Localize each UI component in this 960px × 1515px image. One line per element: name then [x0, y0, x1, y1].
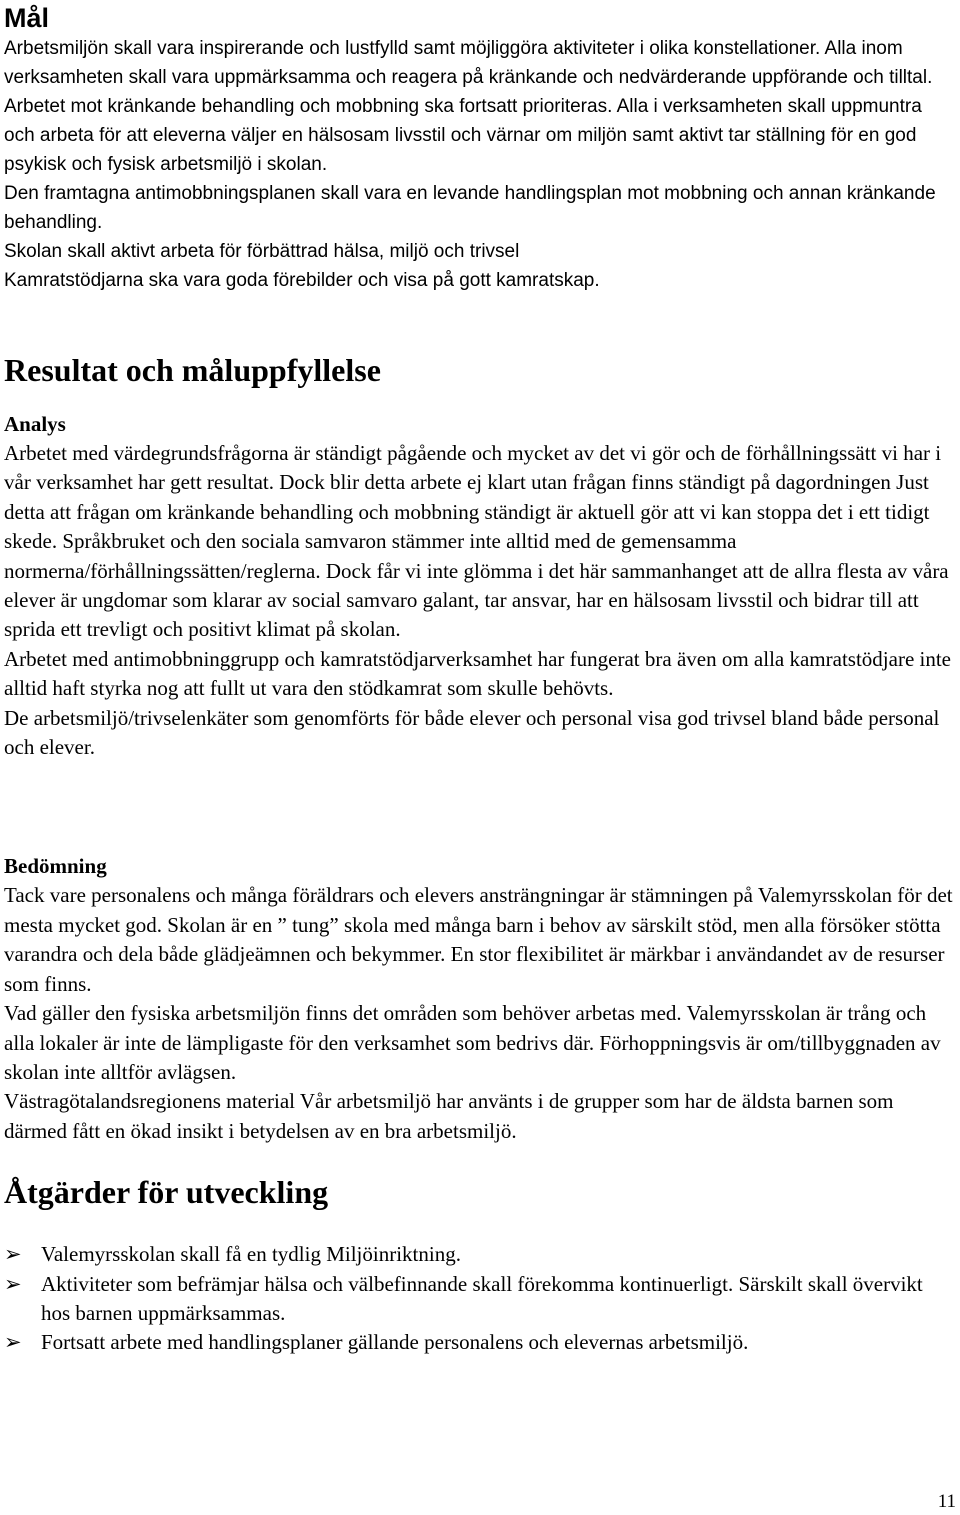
section-heading-mal: Mål: [4, 3, 50, 33]
list-item: [4, 1270, 956, 1329]
analys-paragraph: De arbetsmiljö/trivselenkäter som genomförts för både elever och personal visa god trivsel bland både personal och elever.: [4, 705, 940, 760]
section-heading-atgarder: Åtgärder för utveckling: [4, 1174, 329, 1211]
list-item: [4, 1240, 956, 1269]
arrow-bullet-icon: ➢: [4, 1242, 22, 1267]
list-item-text: Aktiviteter som befrämjar hälsa och välbefinnande skall förekomma kontinuerligt. Särskilt skall övervikt hos barnen uppmärksammas.: [41, 1271, 923, 1325]
subheading-analys: Analys: [4, 412, 66, 436]
mal-paragraph: Den framtagna antimobbningsplanen skall vara en levande handlingsplan mot mobbning och annan kränkande behandling.: [4, 183, 936, 233]
bedomning-paragraph: Västragötalandsregionens material Vår arbetsmiljö har använts i de grupper som har de äldsta barnen som därmed fått en ökad insikt i betydelsen av en bra arbetsmiljö.: [4, 1089, 894, 1143]
section-heading-resultat: Resultat och måluppfyllelse: [4, 352, 381, 388]
subheading-bedomning: Bedömning: [4, 854, 107, 879]
list-item: [4, 1328, 956, 1357]
document-page: [4, 0, 956, 1358]
atgarder-list: [4, 1240, 956, 1358]
arrow-bullet-icon: ➢: [4, 1271, 22, 1296]
bedomning-paragraph: Tack vare personalens och många föräldrars och elevers ansträngningar är stämningen på Valemyrsskolan för det mesta mycket god. Skolan är en ” tung” skola med många barn i behov av särskilt stöd, men alla försöker stötta varandra och dela både glädjeämnen och bekymmer. En stor flexibilitet är märkbar i användandet av de resurser som finns.: [4, 883, 953, 996]
bedomning-paragraph: Vad gäller den fysiska arbetsmiljön finns det områden som behöver arbetas med. Valemyrsskolan är trång och alla lokaler är inte de lämpligaste för den verksamhet som bedrivs där. Förhoppningsvis är om/tillbyggnaden av skolan inte alltför avlägsen.: [4, 1001, 941, 1084]
analys-paragraph: Arbetet med värdegrundsfrågorna är ständigt pågående och mycket av det vi gör och de förhållningssätt vi har i vår verksamhet har gett resultat. Dock blir detta arbete ej klart utan frågan finns ständigt på dagordningen Just detta att frågan om kränkande behandling och mobbning ständigt är aktuell gör att vi kan stoppa det i ett tidigt skede. Språkbruket och den sociala samvaron stämmer inte alltid med de gemensamma normerna/förhållningssätten/reglerna. Dock får vi inte glömma i det här sammanhanget att de allra flesta av våra elever är ungdomar som klarar av social samvaro galant, tar ansvar, har en hälsosam livsstil och bidrar till att sprida ett trevligt och positivt klimat på skolan.: [4, 441, 949, 642]
page-number: 11: [937, 1491, 956, 1512]
mal-paragraph: Skolan skall aktivt arbeta för förbättrad hälsa, miljö och trivsel: [4, 241, 520, 262]
arrow-bullet-icon: ➢: [4, 1330, 22, 1355]
list-item-text: Valemyrsskolan skall få en tydlig Miljöinriktning.: [41, 1242, 461, 1267]
analys-paragraph: Arbetet med antimobbninggrupp och kamratstödjarverksamhet har fungerat bra även om alla kamratstödjare inte alltid haft styrka nog att fullt ut vara den stödkamrat som skulle behövts.: [4, 646, 951, 701]
mal-paragraph: Arbetsmiljön skall vara inspirerande och lustfylld samt möjliggöra aktiviteter i olika konstellationer. Alla inom verksamheten skall vara uppmärksamma och reagera på kränkande och nedvärderande uppförande och tilltal. Arbetet mot kränkande behandling och mobbning ska fortsatt prioriteras. Alla i verksamheten skall uppmuntra och arbeta för att eleverna väljer en hälsosam livsstil och värnar om miljön samt aktivt tar ställning för en god psykisk och fysisk arbetsmiljö i skolan.: [4, 38, 933, 175]
mal-paragraph: Kamratstödjarna ska vara goda förebilder och visa på gott kamratskap.: [4, 270, 600, 291]
list-item-text: Fortsatt arbete med handlingsplaner gällande personalens och elevernas arbetsmiljö.: [41, 1330, 749, 1355]
